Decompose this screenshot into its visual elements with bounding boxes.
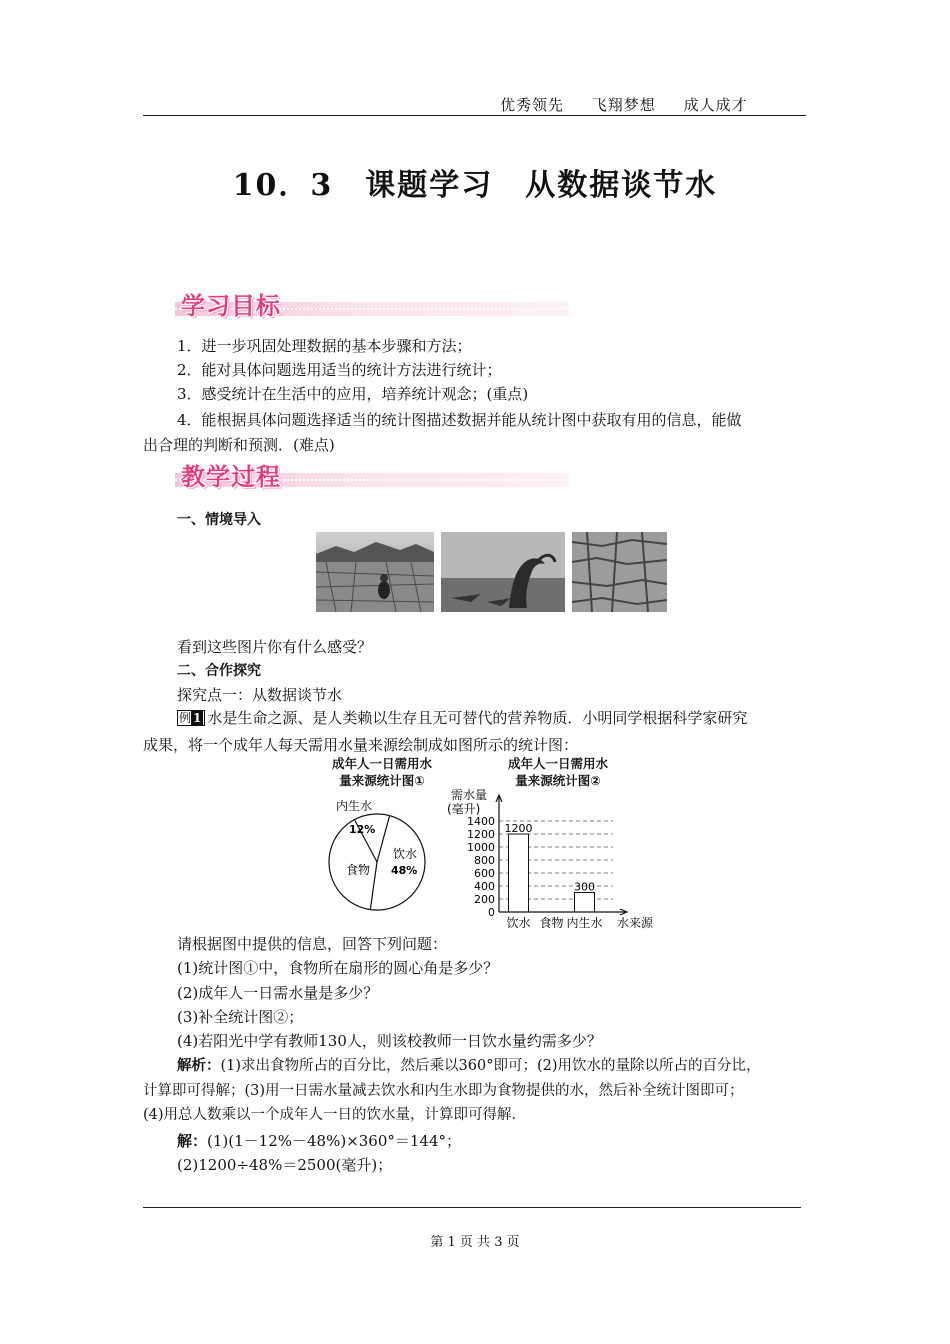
analysis-line-1 bbox=[177, 1055, 761, 1077]
pie-label-food: 食物 bbox=[346, 863, 371, 877]
pie-title-line2: 量来源统计图① bbox=[339, 773, 425, 788]
pie-chart bbox=[320, 790, 440, 920]
question-1: (1)统计图①中，食物所在扇形的圆心角是多少？ bbox=[177, 959, 499, 977]
objective-3: 3．感受统计在生活中的应用，培养统计观念；(重点) bbox=[177, 385, 529, 403]
bar-ytick-label: 0 bbox=[488, 906, 495, 919]
pie-label-drink: 饮水 bbox=[393, 847, 418, 861]
slogan-1: 优秀领先 bbox=[500, 96, 565, 114]
pie-chart-title bbox=[312, 755, 452, 789]
objectives-banner-label: 学习目标 bbox=[181, 292, 281, 320]
bar-category-label: 饮水 bbox=[506, 916, 531, 930]
objective-1: 1．进一步巩固处理数据的基本步骤和方法； bbox=[177, 337, 472, 355]
pie-slice-boundary-2 bbox=[377, 816, 390, 862]
page-footer: 第 1 页 共 3 页 bbox=[430, 1235, 520, 1250]
page-title: 10．3 课题学习 从数据谈节水 bbox=[232, 168, 718, 203]
example-text-1: 水是生命之源、是人类赖以生存且无可替代的营养物质．小明同学根据科学家研究 bbox=[207, 709, 748, 727]
slogan-3: 成人成才 bbox=[683, 96, 748, 114]
analysis-line-3: (4)用总人数乘以一个成年人一日的饮水量，计算即可得解． bbox=[143, 1107, 527, 1123]
drought-photo-1 bbox=[316, 532, 434, 612]
bar-chart bbox=[445, 785, 665, 933]
question-4: (4)若阳光中学有教师130人，则该校教师一日饮水量约需多少？ bbox=[177, 1032, 602, 1050]
bar-category-label: 食物 bbox=[539, 916, 564, 930]
example-tag-number: 1 bbox=[193, 711, 202, 725]
example-line-2: 成果，将一个成年人每天需用水量来源绘制成如图所示的统计图： bbox=[143, 736, 579, 754]
bar-ytick-label: 1200 bbox=[467, 828, 495, 841]
bar-title-line1: 成年人一日需用水 bbox=[507, 756, 608, 771]
bar-value-label: 300 bbox=[574, 880, 595, 894]
question-3: (3)补全统计图②； bbox=[177, 1008, 304, 1026]
bar-ylabel-1: 需水量 bbox=[451, 788, 488, 802]
bar-value-label: 1200 bbox=[504, 822, 533, 835]
header-rule bbox=[143, 115, 806, 116]
bar-ytick-label: 400 bbox=[474, 880, 495, 893]
part1-heading: 一、情境导入 bbox=[177, 512, 261, 528]
objective-4-continued: 出合理的判断和预测．(难点) bbox=[143, 436, 335, 454]
bar-ytick-label: 600 bbox=[474, 867, 495, 880]
solution-text-1: (1)(1－12%－48%)×360°＝144°； bbox=[207, 1132, 462, 1150]
question-2: (2)成年人一日需水量是多少？ bbox=[177, 984, 379, 1002]
slogan-2: 飞翔梦想 bbox=[591, 96, 656, 114]
pie-label-internal: 内生水 bbox=[336, 799, 373, 813]
process-banner-label: 教学过程 bbox=[181, 463, 281, 491]
pie-value-drink: 48% bbox=[391, 864, 418, 877]
analysis-text-1: (1)求出食物所占的百分比，然后乘以360°即可；(2)用饮水的量除以所占的百分比， bbox=[220, 1058, 761, 1074]
explore-point: 探究点一：从数据谈节水 bbox=[177, 686, 343, 704]
example-tag-text: 例 bbox=[179, 711, 192, 725]
bar-bars bbox=[505, 822, 596, 912]
bar-categories bbox=[506, 915, 602, 930]
example-line-1 bbox=[177, 707, 747, 729]
process-banner bbox=[175, 457, 569, 491]
objective-2: 2．能对具体问题选用适当的统计方法进行统计； bbox=[177, 361, 502, 379]
page-header-slogans bbox=[500, 94, 748, 115]
bar-1 bbox=[509, 834, 529, 912]
drought-photo-3 bbox=[572, 532, 667, 612]
pie-slice-boundary-3 bbox=[370, 862, 377, 910]
example-tag bbox=[177, 710, 205, 726]
objective-4: 4．能根据具体问题选择适当的统计图描述数据并能从统计图中获取有用的信息，能做 bbox=[177, 411, 742, 429]
solution-line-2: (2)1200÷48%＝2500(毫升)； bbox=[177, 1156, 393, 1174]
objectives-banner bbox=[175, 286, 569, 320]
bar-ylabel-2: (毫升) bbox=[447, 802, 481, 816]
solution-line-1 bbox=[177, 1130, 461, 1152]
bar-3 bbox=[575, 893, 595, 913]
bar-ytick-label: 200 bbox=[474, 893, 495, 906]
bar-ytick-label: 1400 bbox=[467, 815, 495, 828]
pie-title-line1: 成年人一日需用水 bbox=[331, 756, 432, 771]
bar-title-line2: 量来源统计图② bbox=[515, 773, 601, 788]
bar-category-label: 内生水 bbox=[566, 916, 603, 930]
footer-rule bbox=[143, 1207, 801, 1208]
prompt: 请根据图中提供的信息，回答下列问题： bbox=[177, 935, 448, 953]
analysis-label: 解析： bbox=[177, 1057, 221, 1074]
pie-value-internal: 12% bbox=[349, 823, 376, 836]
solution-label: 解： bbox=[177, 1132, 208, 1150]
bar-ytick-label: 1000 bbox=[467, 841, 495, 854]
part2-heading: 二、合作探究 bbox=[177, 663, 261, 679]
bar-ticks bbox=[467, 815, 495, 919]
bar-xlabel: 水来源 bbox=[617, 916, 654, 930]
bar-ytick-label: 800 bbox=[474, 854, 495, 867]
drought-photo-2 bbox=[441, 532, 565, 612]
bar-chart-title bbox=[488, 755, 628, 789]
analysis-line-2: 计算即可得解；(3)用一日需水量减去饮水和内生水即为食物提供的水，然后补全统计图即可； bbox=[143, 1083, 744, 1099]
photo-question: 看到这些图片你有什么感受？ bbox=[177, 638, 373, 656]
